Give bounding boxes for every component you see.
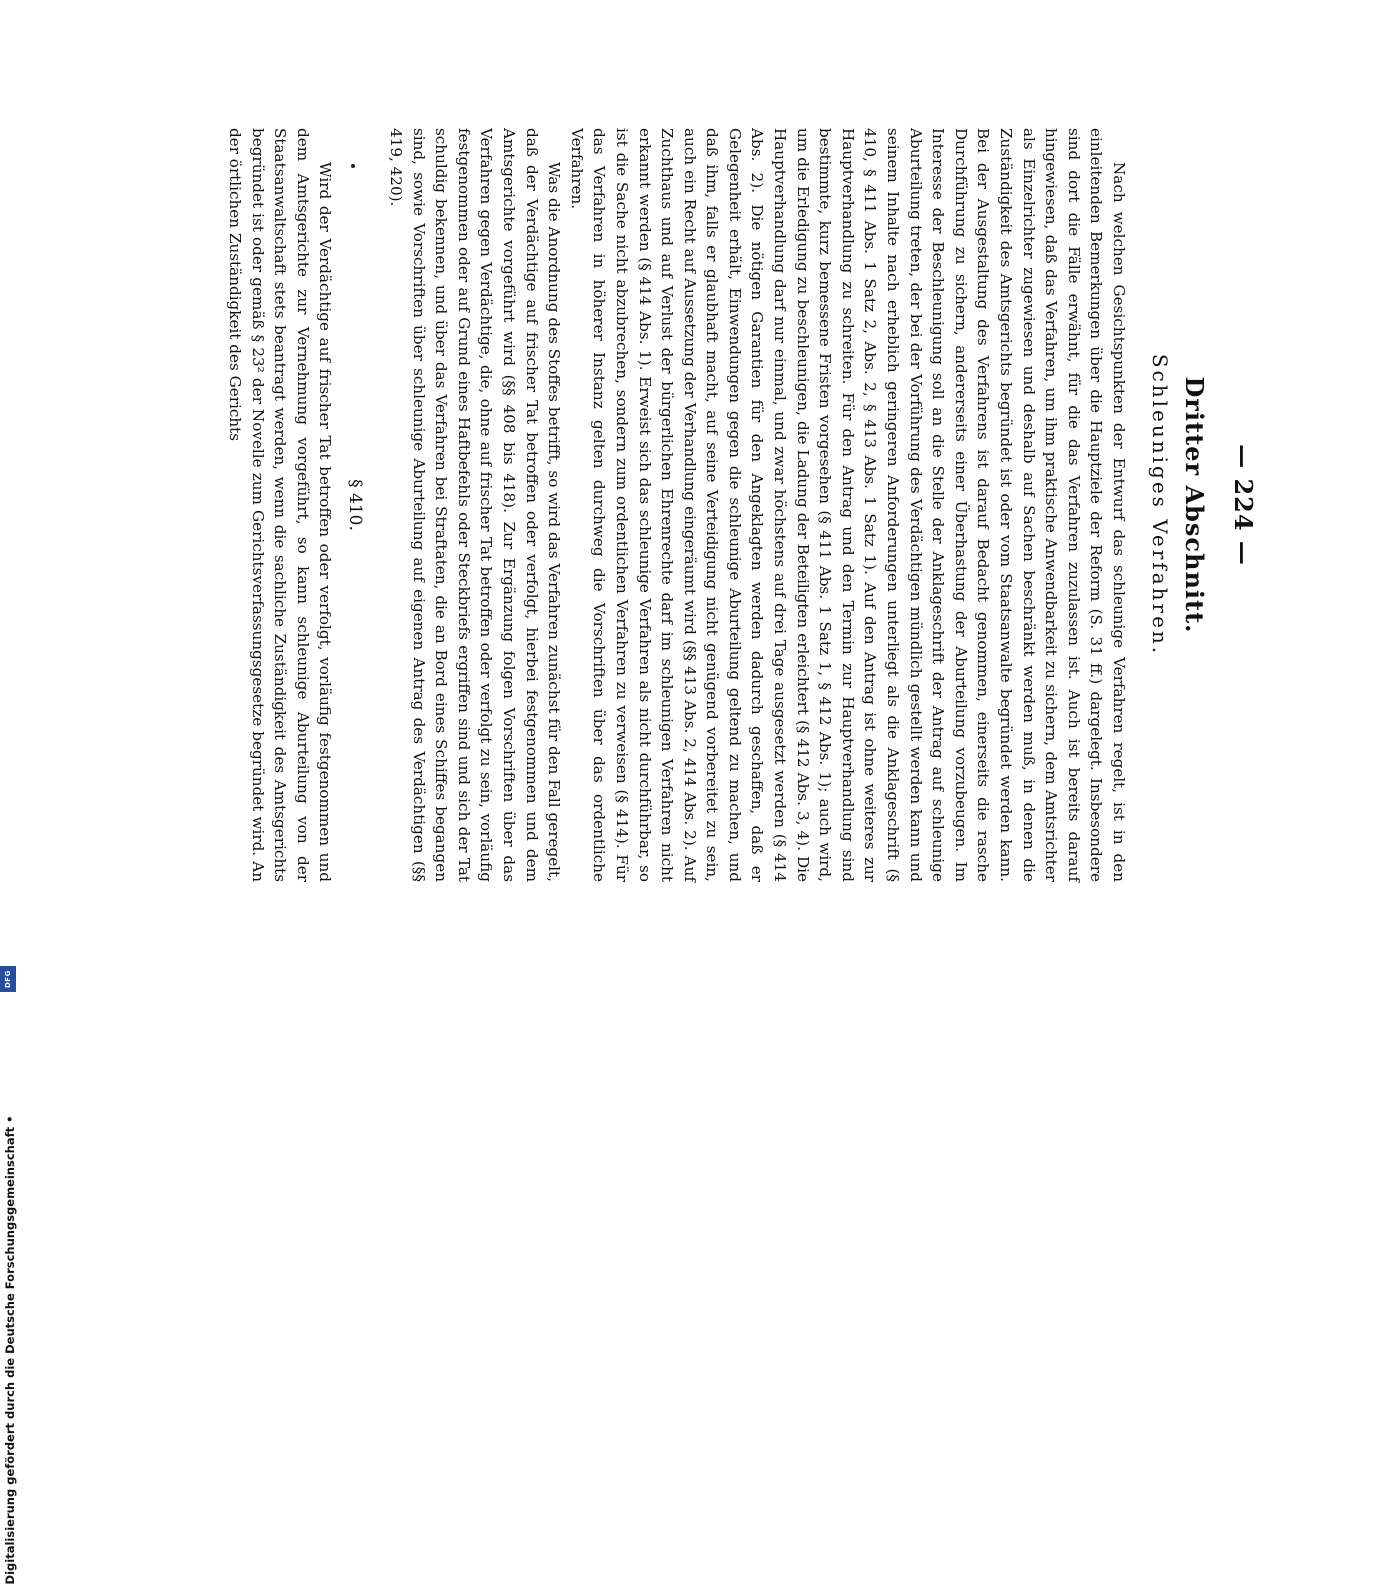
body-paragraph: Nach welchen Gesichtspunkten der Entwurf das schleunige Verfahren regelt, ist in den einleitenden Bemerkungen über die Hauptziele der Reform (S. 31 ff.) dargelegt. Insbesondere sind dort die Fälle erwähnt, für die das Verfahren zuzulassen ist. Auch ist bereits darauf hingewiesen, daß das Verfahren, um ihm praktische Anwendbarkeit zu sichern, dem Amtsrichter als Einzelrichter zugewiesen und deshalb auf Sachen beschränkt werden muß, in denen die Zuständigkeit des Amtsgerichts begründet ist oder vom Staatsanwalte begründet werden kann. Bei der Ausgestaltung des Verfahrens ist darauf Bedacht genommen, einerseits die rasche Durchführung zu sichern, andererseits einer Überhastung der Aburteilung vorzubeugen. Im Interesse der Beschleunigung soll an die Stelle der Anklageschrift der Antrag auf schleunige Aburteilung treten, der bei der Vorführung des Verdächtigen mündlich gestellt werden kann und seinem Inhalte nach erheblich geringeren Anforderungen unterliegt als die Anklageschrift (§ 410, § 411 Abs. 1 Satz 2, Abs. 2, § 413 Abs. 1 Satz 1). Auf den Antrag ist ohne weiteres zur Hauptverhandlung zu schreiten. Für den Antrag und den Termin zur Hauptverhandlung sind bestimmte, kurz bemessene Fristen vorgesehen (§ 411 Abs. 1 Satz 1, § 412 Abs. 1); auch wird, um die Erledigung zu beschleunigen, die Ladung der Beteiligten erleichtert (§ 412 Abs. 3, 4). Die Hauptverhandlung darf nur einmal, und zwar höchstens auf drei Tage ausgesetzt werden (§ 414 Abs. 2). Die nötigen Garantien für den Angeklagten werden dadurch geschaffen, daß er Gelegenheit erhält, Einwendungen gegen die schleunige Aburteilung geltend zu machen, und daß ihm, falls er glaubhaft macht, auf seine Verteidigung nicht genügend vorbereitet zu sein, auch ein Recht auf Aussetzung der Verhandlung eingeräumt wird (§§ 413 Abs. 2, 414 Abs. 2). Auf Zuchthaus und auf Verlust der bürgerlichen Ehrenrechte darf im schleunigen Verfahren nicht erkannt werden (§ 414 Abs. 1). Erweist sich das schleunige Verfahren als nicht durchführbar, so ist die Sache nicht abzubrechen, sondern zum ordentlichen Verfahren zu verweisen (§ 414). Für das Verfahren in höherer Instanz gelten durchweg die Vorschriften über das ordentliche Verfahren. xyxy=(567,128,1128,882)
document-page xyxy=(200,120,1260,890)
section-heading: Dritter Abschnitt. xyxy=(1180,376,1209,634)
credit-text: Digitalisierung gefördert durch die Deutsche Forschungsgemeinschaft • xyxy=(3,1115,17,1584)
body-paragraph: Was die Anordnung des Stoffes betrifft, so wird das Verfahren zunächst für den Fall geregelt, daß der Verdächtige auf frischer Tat betroffen oder verfolgt, hierbei festgenommen und dem Amtsgerichte vorgeführt wird (§§ 408 bis 418). Zur Ergänzung folgen Vorschriften über das Verfahren gegen Verdächtige, die, ohne auf frischer Tat betroffen oder verfolgt zu sein, vorläufig festgenommen oder auf Grund eines Haftbefehls oder Steckbriefs ergriffen sind und sich der Tat schuldig bekennen, und über das Verfahren bei Straftaten, die an Bord eines Schiffes begangen sind, sowie Vorschriften über schleunige Aburteilung auf eigenen Antrag des Verdächtigen (§§ 419, 420). xyxy=(387,128,564,882)
digitization-credit xyxy=(0,0,22,1584)
section-paragraph-text: Wird der Verdächtige auf frischer Tat betroffen oder verfolgt, vorläufig festgenommen und dem Amtsgerichte zur Vernehmung vorgeführt, so kann schleunige Aburteilung von der Staatsanwaltschaft stets beantragt werden, wenn die sachliche Zuständigkeit des Amtsgerichts begründet ist oder gemäß § 23² der Novelle zum Gerichtsverfassungsgesetze begründet wird. An der örtlichen Zuständigkeit des Gerichts xyxy=(226,128,335,882)
section-paragraph-title: § 410. xyxy=(345,479,366,531)
section-subheading: Schleuniges Verfahren. xyxy=(1148,353,1172,657)
dfg-logo: DFG xyxy=(0,966,16,992)
page-number: — 224 — xyxy=(1229,444,1258,566)
